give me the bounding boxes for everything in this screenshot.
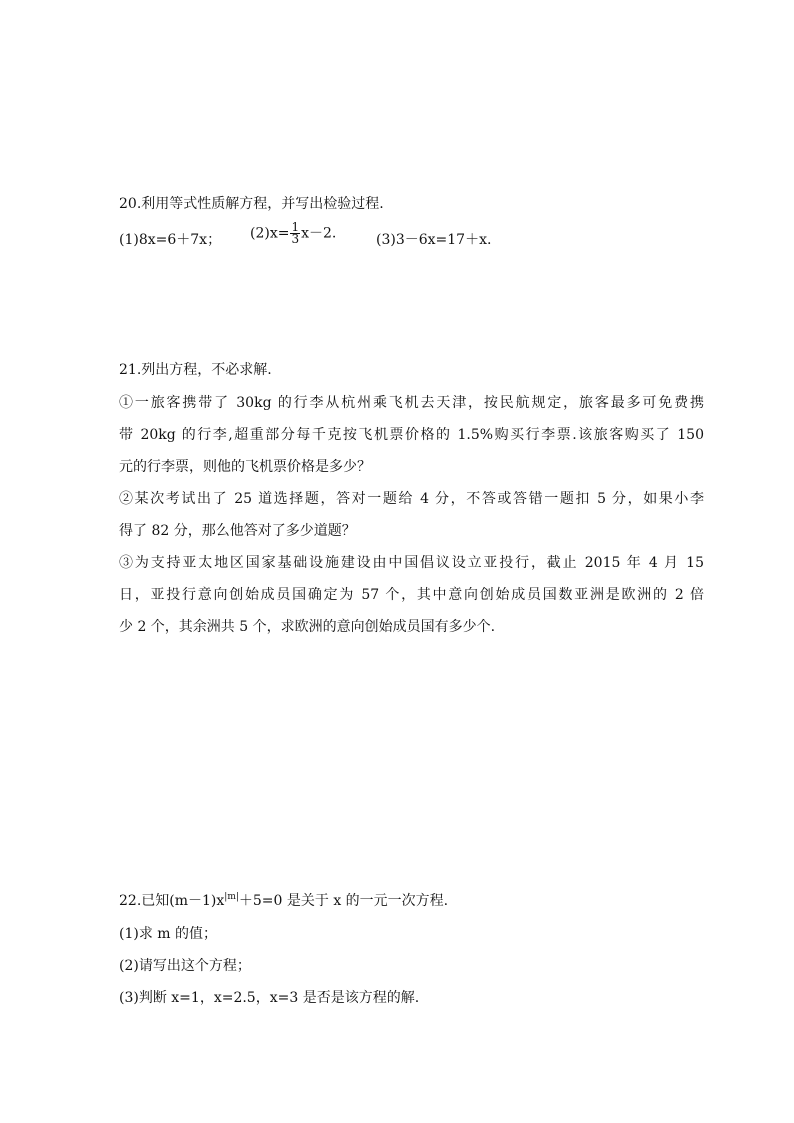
question-22-title-suffix: ＋5=0 是关于 x 的一元一次方程. bbox=[238, 893, 449, 909]
question-21-line-7: 日，亚投行意向创始成员国确定为 57 个，其中意向创始成员国数亚洲是欧洲的 2 倍 bbox=[119, 587, 704, 603]
question-22-title bbox=[119, 891, 704, 911]
question-20-title: 20.利用等式性质解方程，并写出检验过程. bbox=[119, 196, 384, 212]
question-20-part-2 bbox=[250, 222, 336, 245]
question-21-line-8: 少 2 个，其余洲共 5 个，求欧洲的意向创始成员国有多少个. bbox=[119, 619, 496, 635]
question-20-part-1: (1)8x=6＋7x； bbox=[119, 232, 222, 248]
fraction-one-third bbox=[290, 222, 300, 245]
question-21-line-4: ②某次考试出了 25 道选择题，答对一题给 4 分，不答或答错一题扣 5 分，如果小李 bbox=[119, 491, 704, 507]
part-2-rhs: x－2. bbox=[301, 225, 337, 242]
question-22-sub-2: (2)请写出这个方程； bbox=[119, 958, 251, 974]
question-20-part-3: (3)3－6x=17＋x. bbox=[376, 232, 492, 248]
fraction-denominator: 3 bbox=[291, 232, 300, 246]
exponent-abs-m: |m| bbox=[224, 892, 239, 902]
fraction-numerator: 1 bbox=[291, 220, 300, 234]
question-21-line-3: 元的行李票，则他的飞机票价格是多少？ bbox=[119, 459, 371, 475]
question-22-sub-1: (1)求 m 的值； bbox=[119, 926, 218, 942]
question-22-sub-3: (3)判断 x=1，x=2.5，x=3 是否是该方程的解. bbox=[119, 990, 420, 1006]
question-22-title-prefix: 22.已知(m－1)x bbox=[119, 893, 225, 909]
question-21-line-2: 带 20kg 的行李,超重部分每千克按飞机票价格的 1.5%购买行李票.该旅客购买了 150 bbox=[119, 427, 704, 443]
question-20-parts bbox=[119, 220, 704, 254]
question-21-line-1: ①一旅客携带了 30kg 的行李从杭州乘飞机去天津，按民航规定，旅客最多可免费携 bbox=[119, 395, 704, 411]
question-21-title: 21.列出方程，不必求解. bbox=[119, 362, 272, 378]
part-2-lhs: (2)x= bbox=[250, 225, 290, 242]
question-21-line-6: ③为支持亚太地区国家基础设施建设由中国倡议设立亚投行，截止 2015 年 4 月 15 bbox=[119, 555, 704, 571]
question-21-line-5: 得了 82 分，那么他答对了多少道题？ bbox=[119, 523, 356, 539]
